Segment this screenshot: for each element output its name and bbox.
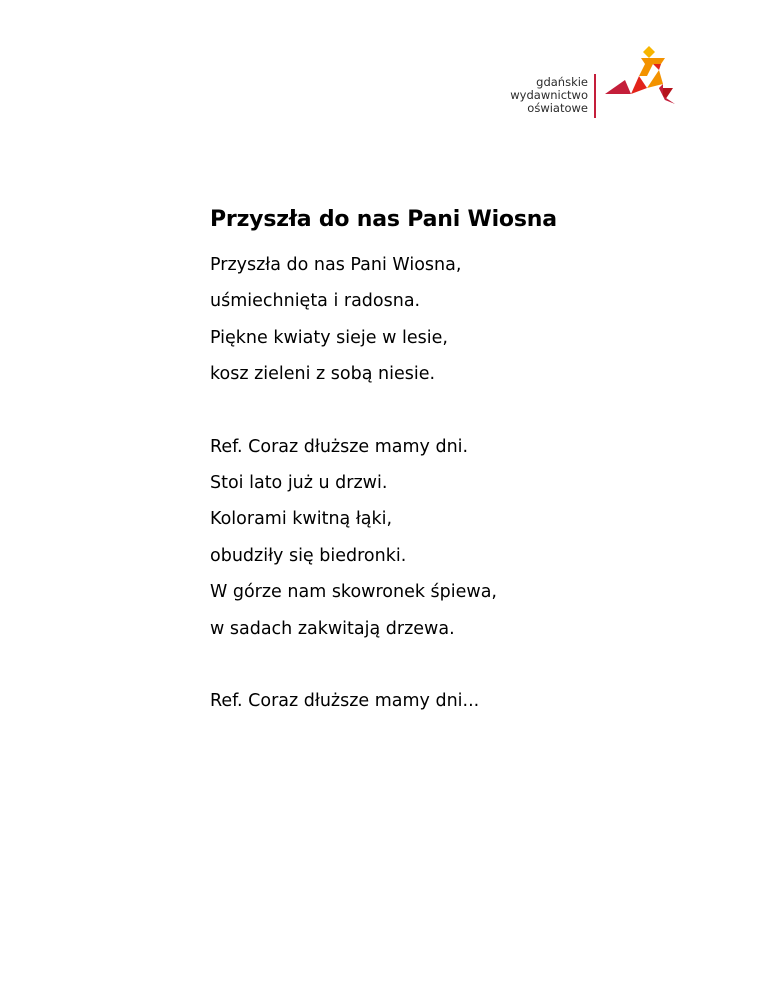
song-title: Przyszła do nas Pani Wiosna — [210, 207, 557, 232]
verse-line: Stoi lato już u drzwi. — [210, 473, 388, 494]
publisher-logo — [500, 44, 680, 120]
stanza-gap — [210, 393, 730, 429]
publisher-name-line-3: oświatowe — [527, 101, 588, 115]
verse-line: Kolorami kwitną łąki, — [210, 509, 393, 530]
verse-line: kosz zieleni z sobą niesie. — [210, 364, 436, 385]
verse-3 — [210, 683, 730, 719]
publisher-name-line-2: wydawnictwo — [510, 88, 588, 102]
refrain-line: Ref. Coraz dłuższe mamy dni... — [210, 691, 480, 712]
song-content — [210, 200, 730, 719]
verse-line: W górze nam skowronek śpiewa, — [210, 582, 497, 603]
verse-line: Piękne kwiaty sieje w lesie, — [210, 327, 448, 348]
verse-2 — [210, 429, 730, 647]
verse-line: obudziły się biedronki. — [210, 545, 407, 566]
logo-divider — [594, 74, 596, 118]
refrain-line: Ref. Coraz dłuższe mamy dni. — [210, 436, 469, 457]
tangram-figure-icon — [601, 44, 677, 110]
publisher-name-line-1: gdańskie — [536, 75, 588, 89]
verse-line: uśmiechnięta i radosna. — [210, 291, 421, 312]
publisher-name — [500, 76, 588, 115]
verse-1 — [210, 247, 730, 393]
verse-line: w sadach zakwitają drzewa. — [210, 618, 455, 639]
stanza-gap — [210, 647, 730, 683]
verse-line: Przyszła do nas Pani Wiosna, — [210, 255, 462, 275]
